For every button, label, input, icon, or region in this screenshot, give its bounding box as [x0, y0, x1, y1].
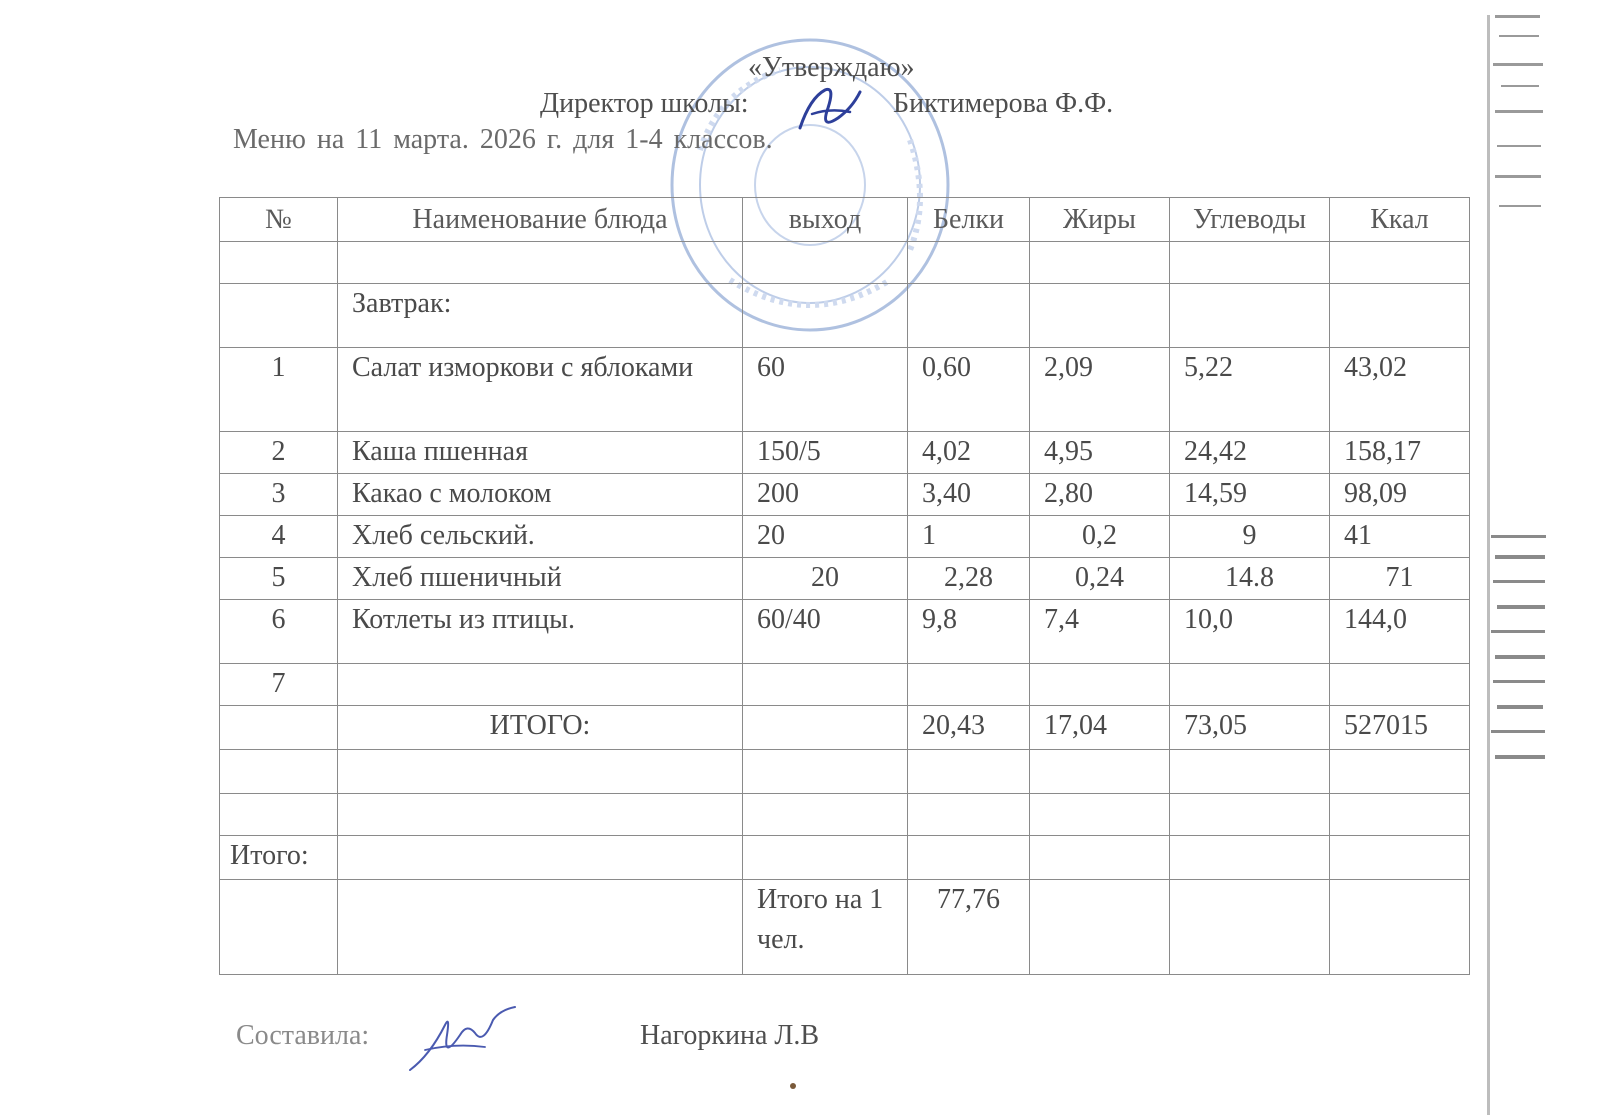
dish-protein: 3,40: [908, 474, 1030, 516]
dish-carbs: 9: [1170, 516, 1330, 558]
dish-name: Котлеты из птицы.: [338, 600, 743, 664]
column-header: Белки: [908, 198, 1030, 242]
per-person-row: [220, 880, 1470, 975]
dish-output: 200: [743, 474, 908, 516]
scan-artifact: [1485, 15, 1555, 1115]
total-protein: 20,43: [908, 706, 1030, 750]
dish-fat: 7,4: [1030, 600, 1170, 664]
total-carbs: 73,05: [1170, 706, 1330, 750]
dish-name: Хлеб пшеничный: [338, 558, 743, 600]
dish-name: Каша пшенная: [338, 432, 743, 474]
table-header-row: [220, 198, 1470, 242]
composer-label: Составила:: [236, 1020, 370, 1051]
dish-kcal: 71: [1330, 558, 1470, 600]
menu-table: [219, 197, 1470, 975]
itogo-row: [220, 836, 1470, 880]
table-row: [220, 664, 1470, 706]
row-number: 3: [220, 474, 338, 516]
column-header: выход: [743, 198, 908, 242]
table-row: [220, 348, 1470, 432]
itogo-label: Итого:: [220, 836, 338, 880]
composer-name: Нагоркина Л.В: [640, 1020, 820, 1051]
table-row: [220, 600, 1470, 664]
total-kcal: 527015: [1330, 706, 1470, 750]
dish-output: 150/5: [743, 432, 908, 474]
dish-protein: 1: [908, 516, 1030, 558]
column-header: Углеводы: [1170, 198, 1330, 242]
column-header: №: [220, 198, 338, 242]
dish-carbs: 5,22: [1170, 348, 1330, 432]
dish-protein: 9,8: [908, 600, 1030, 664]
dish-fat: 4,95: [1030, 432, 1170, 474]
dish-carbs: 14.8: [1170, 558, 1330, 600]
composer-signature: [405, 1005, 525, 1085]
row-number: 4: [220, 516, 338, 558]
row-number: 1: [220, 348, 338, 432]
dish-fat: 2,80: [1030, 474, 1170, 516]
dish-name: Хлеб сельский.: [338, 516, 743, 558]
dish-kcal: 158,17: [1330, 432, 1470, 474]
table-row: [220, 750, 1470, 794]
table-row: [220, 794, 1470, 836]
row-number: 2: [220, 432, 338, 474]
ink-dot: [790, 1083, 796, 1089]
dish-kcal: 98,09: [1330, 474, 1470, 516]
dish-fat: 0,24: [1030, 558, 1170, 600]
total-fat: 17,04: [1030, 706, 1170, 750]
column-header: Ккал: [1330, 198, 1470, 242]
column-header: Жиры: [1030, 198, 1170, 242]
total-row: [220, 706, 1470, 750]
dish-name: Какао с молоком: [338, 474, 743, 516]
dish-output: 20: [743, 558, 908, 600]
table-row: [220, 516, 1470, 558]
per-person-value: 77,76: [908, 880, 1030, 975]
dish-output: 20: [743, 516, 908, 558]
dish-kcal: 43,02: [1330, 348, 1470, 432]
dish-protein: 0,60: [908, 348, 1030, 432]
dish-carbs: 24,42: [1170, 432, 1330, 474]
per-person-label: Итого на 1 чел.: [743, 880, 908, 975]
dish-fat: 0,2: [1030, 516, 1170, 558]
section-row: [220, 284, 1470, 348]
table-row: [220, 242, 1470, 284]
dish-protein: 2,28: [908, 558, 1030, 600]
dish-kcal: 41: [1330, 516, 1470, 558]
dish-protein: 4,02: [908, 432, 1030, 474]
dish-fat: 2,09: [1030, 348, 1170, 432]
approve-heading: «Утверждаю»: [748, 52, 915, 83]
dish-carbs: 14,59: [1170, 474, 1330, 516]
table-row: [220, 558, 1470, 600]
column-header: Наименование блюда: [338, 198, 743, 242]
table-row: [220, 432, 1470, 474]
row-number: 5: [220, 558, 338, 600]
director-label: Директор школы:: [540, 88, 749, 119]
row-number: 6: [220, 600, 338, 664]
director-signature: [790, 78, 870, 138]
director-name: Биктимерова Ф.Ф.: [893, 88, 1114, 119]
dish-kcal: 144,0: [1330, 600, 1470, 664]
dish-carbs: 10,0: [1170, 600, 1330, 664]
section-label: Завтрак:: [338, 284, 743, 348]
table-row: [220, 474, 1470, 516]
dish-name: Салат изморкови с яблоками: [338, 348, 743, 432]
menu-title: Меню на 11 марта. 2026 г. для 1-4 классов.: [233, 124, 773, 155]
dish-output: 60/40: [743, 600, 908, 664]
row-number: 7: [220, 664, 338, 706]
total-label: ИТОГО:: [338, 706, 743, 750]
dish-output: 60: [743, 348, 908, 432]
